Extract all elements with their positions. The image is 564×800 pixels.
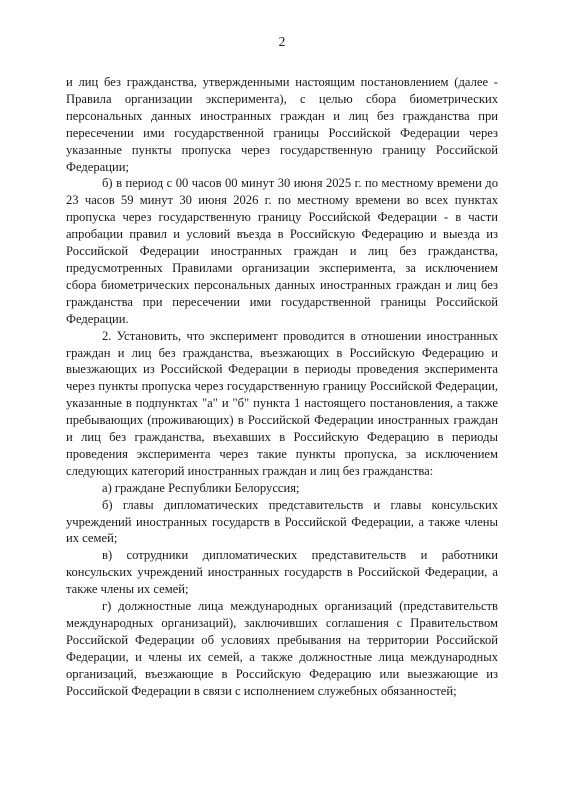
paragraph-subitem-b-period: б) в период с 00 часов 00 минут 30 июня 2025 г. по местному времени до 23 часов 59 минут 30 июня 2026 г. по местному времени во всех пунктах пропуска через государственную границу Российской Федерации - в части апробации правил и условий въезда в Российскую Федерацию и выезда из Российской Федерации иностранных граждан и лиц без гражданства, предусмотренных Правилами организации эксперимента, за исключением сбора биометрических персональных данных иностранных граждан и лиц без гражданства при пересечении ими государственной границы Российской Федерации. — [66, 176, 498, 326]
document-body — [66, 74, 498, 700]
paragraph-exception-v: в) сотрудники дипломатических представительств и работники консульских учреждений иностранных государств в Российской Федерации, а также члены их семей; — [66, 548, 498, 597]
paragraph-continuation: и лиц без гражданства, утвержденными настоящим постановлением (далее - Правила организации эксперимента), с целью сбора биометрических персональных данных иностранных граждан и лиц без гражданства при пересечении ими государственной границы Российской Федерации через указанные пункты пропуска через государственную границу Российской Федерации; — [66, 75, 498, 174]
paragraph-exception-g: г) должностные лица международных организаций (представительств международных организаций), заключивших соглашения с Правительством Российской Федерации об условиях пребывания на территории Российской Федерации, и члены их семей, а также должностные лица международных организаций, въезжающие в Российскую Федерацию или выезжающие из Российской Федерации в связи с исполнением служебных обязанностей; — [66, 599, 498, 698]
paragraph-item-2: 2. Установить, что эксперимент проводится в отношении иностранных граждан и лиц без гражданства, въезжающих в Российскую Федерацию и выезжающих из Российской Федерации в периоды проведения эксперимента через пункты пропуска через государственную границу Российской Федерации, указанные в подпунктах "а" и "б" пункта 1 настоящего постановления, а также пребывающих (проживающих) в Российской Федерации иностранных граждан и лиц без гражданства, въехавших в Российскую Федерацию в периоды проведения эксперимента через такие пункты пропуска, за исключением следующих категорий иностранных граждан и лиц без гражданства: — [66, 328, 498, 478]
paragraph-exception-a: а) граждане Республики Белоруссия; — [102, 480, 300, 495]
paragraph-exception-b: б) главы дипломатических представительств и главы консульских учреждений иностранных государств в Российской Федерации, а также члены их семей; — [66, 497, 498, 546]
page-number: 2 — [278, 34, 286, 49]
